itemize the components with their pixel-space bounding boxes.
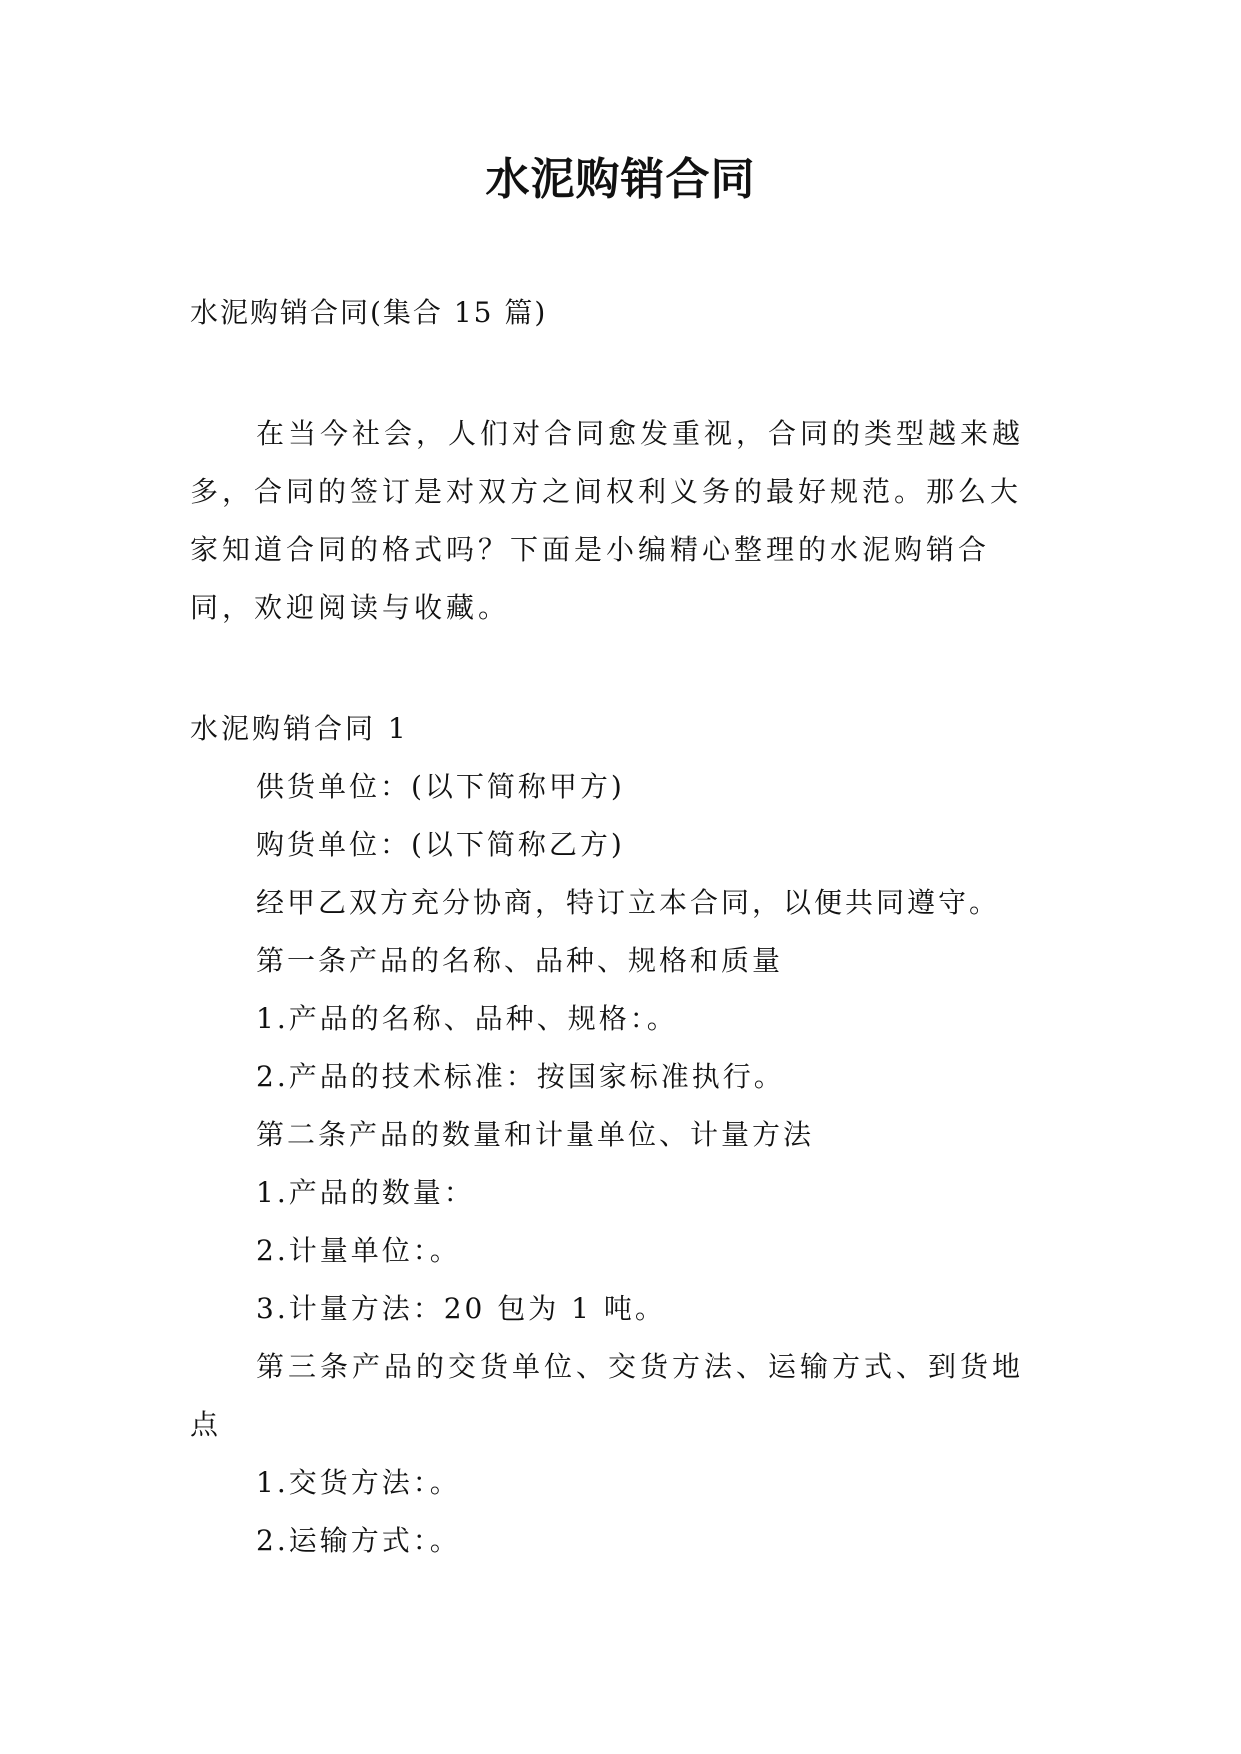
- agreement-line: 经甲乙双方充分协商，特订立本合同，以便共同遵守。: [256, 886, 1001, 919]
- document-subtitle: 水泥购销合同(集合 15 篇): [190, 296, 548, 329]
- clause-1-item-1: 1.产品的名称、品种、规格：。: [256, 1002, 678, 1035]
- clause-2-item-2: 2.计量单位：。: [256, 1234, 461, 1267]
- clause-3-item-2: 2.运输方式：。: [256, 1524, 461, 1557]
- clause-3-item-1: 1.交货方法：。: [256, 1466, 461, 1499]
- document-title: 水泥购销合同: [485, 154, 756, 205]
- clause-1-item-2: 2.产品的技术标准：按国家标准执行。: [256, 1060, 785, 1093]
- clause-1-heading: 第一条产品的名称、品种、规格和质量: [256, 944, 784, 977]
- clause-2-item-1: 1.产品的数量：: [256, 1176, 475, 1209]
- clause-2-heading: 第二条产品的数量和计量单位、计量方法: [256, 1118, 815, 1151]
- clause-2-item-3: 3.计量方法：20 包为 1 吨。: [256, 1292, 666, 1325]
- clause-3-heading: 第三条产品的交货单位、交货方法、运输方式、到货地点: [190, 1350, 1025, 1441]
- section-title: 水泥购销合同 1: [190, 712, 409, 745]
- supplier-line: 供货单位：(以下简称甲方): [256, 770, 625, 803]
- buyer-line: 购货单位：(以下简称乙方): [256, 828, 625, 861]
- contract-section-1: [190, 700, 1070, 1570]
- intro-paragraph: 在当今社会，人们对合同愈发重视，合同的类型越来越多，合同的签订是对双方之间权利义务的最好规范。那么大家知道合同的格式吗？下面是小编精心整理的水泥购销合同，欢迎阅读与收藏。: [190, 417, 1025, 624]
